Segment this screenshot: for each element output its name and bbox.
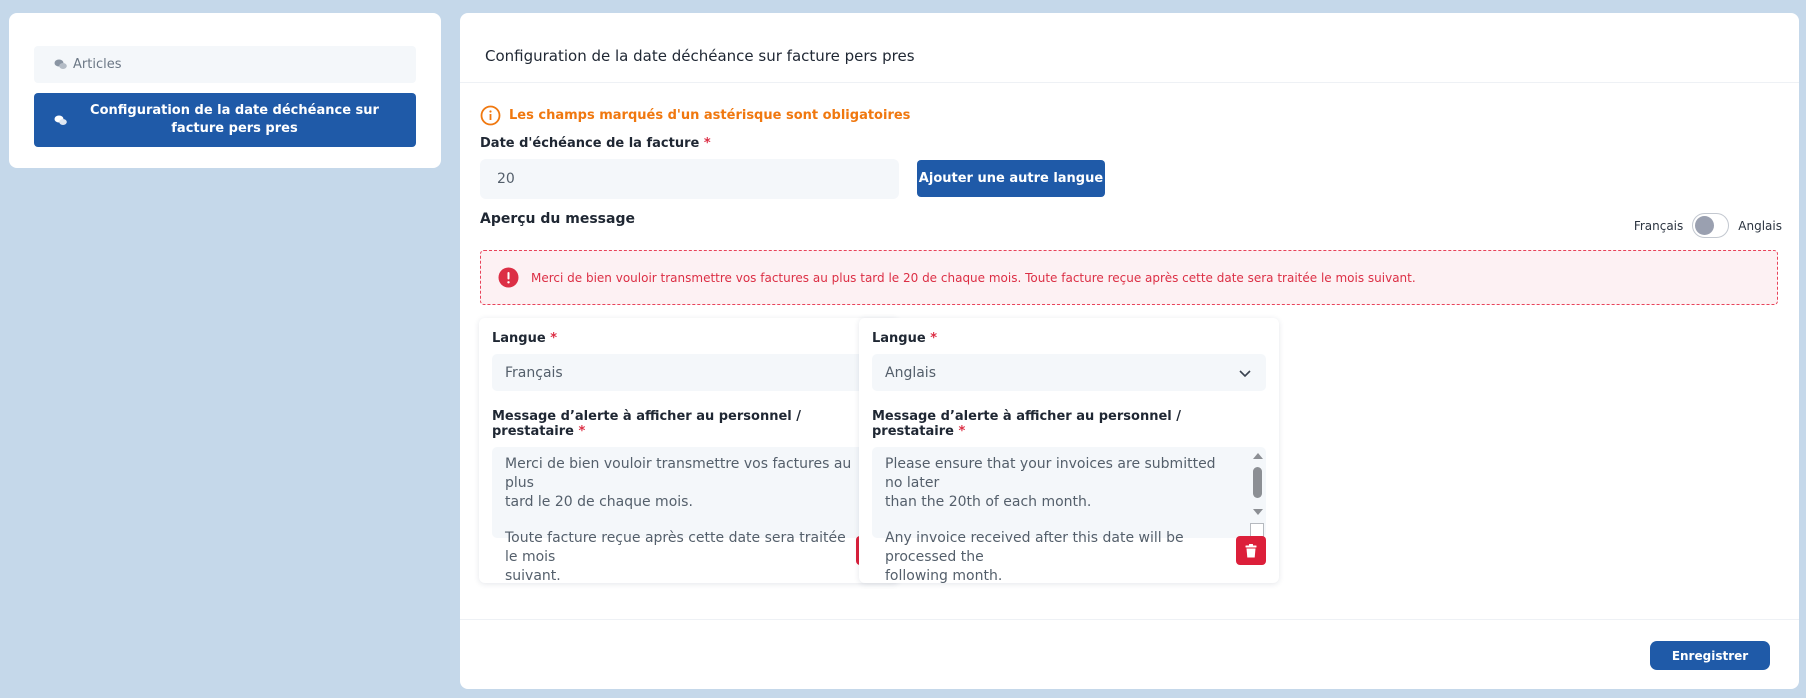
message-line: tard le 20 de chaque mois.	[505, 494, 693, 510]
message-line: suivant.	[505, 568, 561, 584]
required-asterisk: *	[578, 424, 586, 439]
sidebar	[9, 13, 441, 168]
scroll-down-arrow-icon[interactable]	[1253, 509, 1263, 515]
alert-icon	[498, 267, 519, 288]
footer-divider	[460, 619, 1799, 620]
language-card-french	[479, 318, 899, 583]
required-asterisk: *	[703, 136, 711, 151]
language-card-english	[859, 318, 1279, 583]
scroll-thumb[interactable]	[1253, 467, 1262, 498]
chat-bubbles-icon	[54, 115, 67, 126]
page-title: Configuration de la date déchéance sur facture pers pres	[460, 13, 1799, 83]
message-line: Merci de bien vouloir transmettre vos factures au plus	[505, 456, 852, 491]
language-label: Langue *	[872, 331, 938, 346]
required-asterisk: *	[930, 331, 938, 346]
language-select[interactable]	[872, 354, 1266, 391]
save-button[interactable]: Enregistrer	[1650, 641, 1770, 670]
sidebar-item-label: Articles	[73, 57, 122, 72]
message-textarea[interactable]	[492, 447, 886, 584]
due-date-label: Date d'échéance de la facture *	[480, 136, 711, 151]
language-switch[interactable]	[1692, 213, 1729, 238]
scroll-up-arrow-icon[interactable]	[1253, 453, 1263, 459]
message-label: Message d’alerte à afficher au personnel / prestataire *	[492, 409, 802, 439]
preview-message: Merci de bien vouloir transmettre vos factures au plus tard le 20 de chaque mois. Toute facture reçue après cette date sera traitée le mois suivant.	[531, 270, 1416, 285]
due-date-input[interactable]	[480, 159, 899, 199]
message-textarea[interactable]	[872, 447, 1266, 584]
message-line: Please ensure that your invoices are submitted no later	[885, 456, 1216, 491]
delete-language-button[interactable]	[1236, 536, 1266, 565]
required-fields-note	[480, 105, 910, 126]
resize-handle-icon[interactable]	[1250, 523, 1264, 537]
sidebar-item-label: Configuration de la date déchéance sur facture pers pres	[90, 103, 379, 136]
toggle-label-english: Anglais	[1738, 218, 1782, 233]
required-asterisk: *	[550, 331, 558, 346]
add-language-button[interactable]: Ajouter une autre langue	[917, 160, 1105, 197]
message-label: Message d’alerte à afficher au personnel / prestataire *	[872, 409, 1182, 439]
language-label: Langue *	[492, 331, 558, 346]
preview-alert	[480, 250, 1778, 305]
trash-icon	[1245, 544, 1257, 558]
required-asterisk: *	[958, 424, 966, 439]
message-line: Any invoice received after this date will be processed the	[885, 530, 1184, 565]
sidebar-item-configuration[interactable]	[34, 93, 416, 147]
sidebar-item-articles[interactable]	[34, 46, 416, 83]
switch-knob	[1695, 216, 1714, 235]
language-toggle	[1634, 213, 1782, 238]
info-icon	[480, 105, 501, 126]
textarea-scrollbar[interactable]	[1249, 447, 1266, 538]
language-select-value: Français	[505, 364, 563, 381]
main-panel	[460, 13, 1799, 689]
chat-bubbles-icon	[54, 59, 67, 70]
preview-title: Aperçu du message	[480, 211, 635, 227]
message-line: Toute facture reçue après cette date sera traitée le mois	[505, 530, 846, 565]
chevron-down-icon	[1237, 365, 1253, 381]
toggle-label-french: Français	[1633, 218, 1684, 233]
required-note-text: Les champs marqués d'un astérisque sont obligatoires	[509, 108, 911, 123]
message-line: following month.	[885, 568, 1003, 584]
language-select[interactable]	[492, 354, 886, 391]
language-select-value: Anglais	[885, 364, 936, 381]
message-line: than the 20th of each month.	[885, 494, 1092, 510]
